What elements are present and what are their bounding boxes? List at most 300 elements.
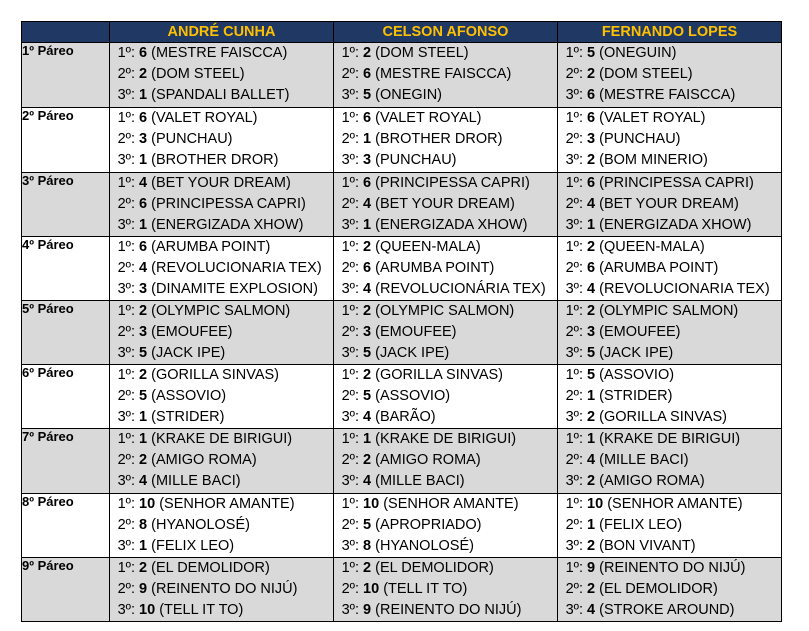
pick-line xyxy=(110,450,333,471)
pick-line xyxy=(110,215,333,236)
pick-position: 2º: xyxy=(117,324,135,340)
pick-position: 1º: xyxy=(341,560,359,576)
horse-name: (BROTHER DROR) xyxy=(375,131,503,147)
pick-line xyxy=(558,301,781,322)
horse-number: 8 xyxy=(139,517,148,533)
horse-number: 2 xyxy=(587,473,596,489)
pick-position: 1º: xyxy=(117,367,135,383)
horse-number: 3 xyxy=(139,131,148,147)
horse-name: (KRAKE DE BIRIGUI) xyxy=(375,431,517,447)
pick-position: 1º: xyxy=(341,303,359,319)
horse-name: (MILLE BACI) xyxy=(151,473,241,489)
race-label: 8º Páreo xyxy=(22,494,110,558)
pick-line xyxy=(558,194,781,215)
pick-position: 1º: xyxy=(565,239,583,255)
horse-name: (FELIX LEO) xyxy=(151,538,235,554)
pick-cell xyxy=(334,494,558,558)
race-label: 5º Páreo xyxy=(22,301,110,365)
pick-position: 3º: xyxy=(117,602,135,618)
pick-line xyxy=(110,301,333,322)
horse-number: 2 xyxy=(363,452,372,468)
pick-line xyxy=(110,322,333,343)
horse-number: 4 xyxy=(363,409,372,425)
pick-position: 2º: xyxy=(117,131,135,147)
horse-number: 1 xyxy=(363,131,372,147)
horse-name: (DOM STEEL) xyxy=(375,45,469,61)
horse-name: (EMOUFEE) xyxy=(151,324,233,340)
pick-position: 3º: xyxy=(565,152,583,168)
pick-line xyxy=(110,150,333,171)
pick-cell xyxy=(558,43,782,108)
pick-line xyxy=(110,173,333,194)
pick-cell xyxy=(110,365,334,429)
horse-name: (EL DEMOLIDOR) xyxy=(375,560,494,576)
race-row xyxy=(22,43,782,108)
pick-line xyxy=(558,407,781,428)
pick-position: 3º: xyxy=(341,281,359,297)
pick-position: 1º: xyxy=(341,110,359,126)
pick-line xyxy=(558,64,781,85)
horse-number: 1 xyxy=(587,517,596,533)
pick-position: 3º: xyxy=(341,87,359,103)
horse-number: 1 xyxy=(587,217,596,233)
pick-line xyxy=(558,279,781,300)
pick-cell xyxy=(334,301,558,365)
pick-line xyxy=(334,215,557,236)
pick-position: 3º: xyxy=(565,345,583,361)
pick-line xyxy=(334,108,557,129)
header-corner xyxy=(22,22,110,43)
horse-number: 2 xyxy=(139,367,148,383)
pick-line xyxy=(110,429,333,450)
pick-line xyxy=(558,150,781,171)
pick-line xyxy=(558,600,781,621)
horse-number: 4 xyxy=(587,196,596,212)
horse-name: (GORILLA SINVAS) xyxy=(599,409,727,425)
pick-line xyxy=(558,237,781,258)
pick-line xyxy=(558,494,781,515)
horse-name: (BET YOUR DREAM) xyxy=(599,196,739,212)
horse-number: 4 xyxy=(363,281,372,297)
horse-name: (PRINCIPESSA CAPRI) xyxy=(375,175,530,191)
pick-position: 2º: xyxy=(341,452,359,468)
pick-line xyxy=(558,215,781,236)
pick-position: 3º: xyxy=(565,217,583,233)
race-row xyxy=(22,365,782,429)
pick-line xyxy=(110,494,333,515)
pick-position: 2º: xyxy=(117,517,135,533)
pick-line xyxy=(558,322,781,343)
race-label: 3º Páreo xyxy=(22,173,110,237)
pick-position: 1º: xyxy=(565,496,583,512)
horse-number: 5 xyxy=(139,345,148,361)
horse-name: (REVOLUCIONARIA TEX) xyxy=(599,281,770,297)
horse-number: 3 xyxy=(587,324,596,340)
race-row xyxy=(22,494,782,558)
pick-position: 2º: xyxy=(341,517,359,533)
pick-position: 1º: xyxy=(341,496,359,512)
pick-position: 2º: xyxy=(565,452,583,468)
pick-line xyxy=(334,343,557,364)
pick-position: 1º: xyxy=(117,45,135,61)
horse-name: (MILLE BACI) xyxy=(375,473,465,489)
pick-position: 3º: xyxy=(565,473,583,489)
pick-position: 2º: xyxy=(565,66,583,82)
horse-name: (STRIDER) xyxy=(151,409,225,425)
horse-name: (OLYMPIC SALMON) xyxy=(375,303,515,319)
pick-line xyxy=(334,558,557,579)
pick-position: 1º: xyxy=(565,431,583,447)
pick-position: 3º: xyxy=(565,87,583,103)
race-row xyxy=(22,108,782,173)
pick-position: 1º: xyxy=(341,239,359,255)
pick-line xyxy=(110,85,333,106)
horse-name: (SPANDALI BALLET) xyxy=(151,87,290,103)
pick-line xyxy=(334,64,557,85)
pick-line xyxy=(110,237,333,258)
horse-number: 5 xyxy=(363,388,372,404)
horse-number: 6 xyxy=(363,66,372,82)
pick-position: 3º: xyxy=(341,152,359,168)
pick-position: 3º: xyxy=(117,281,135,297)
horse-number: 9 xyxy=(363,602,372,618)
horse-number: 2 xyxy=(363,367,372,383)
pick-line xyxy=(558,258,781,279)
horse-name: (BROTHER DROR) xyxy=(151,152,279,168)
pick-line xyxy=(110,43,333,64)
pick-position: 3º: xyxy=(117,538,135,554)
pick-position: 2º: xyxy=(117,196,135,212)
pick-line xyxy=(558,515,781,536)
header-row xyxy=(22,22,782,43)
horse-name: (ARUMBA POINT) xyxy=(375,260,495,276)
horse-number: 2 xyxy=(587,239,596,255)
pick-line xyxy=(110,558,333,579)
horse-name: (ASSOVIO) xyxy=(151,388,227,404)
horse-number: 2 xyxy=(587,538,596,554)
horse-number: 5 xyxy=(587,367,596,383)
pick-cell xyxy=(558,494,782,558)
horse-number: 8 xyxy=(363,538,372,554)
pick-line xyxy=(558,429,781,450)
horse-name: (KRAKE DE BIRIGUI) xyxy=(599,431,741,447)
pick-line xyxy=(110,258,333,279)
horse-number: 4 xyxy=(139,473,148,489)
horse-number: 4 xyxy=(139,175,148,191)
pick-line xyxy=(558,536,781,557)
horse-name: (FELIX LEO) xyxy=(599,517,683,533)
horse-number: 4 xyxy=(139,260,148,276)
horse-name: (JACK IPE) xyxy=(599,345,674,361)
race-label: 9º Páreo xyxy=(22,558,110,622)
pick-line xyxy=(334,279,557,300)
pick-position: 1º: xyxy=(565,367,583,383)
horse-name: (OLYMPIC SALMON) xyxy=(599,303,739,319)
pick-cell xyxy=(334,43,558,108)
horse-name: (DOM STEEL) xyxy=(151,66,245,82)
horse-name: (VALET ROYAL) xyxy=(599,110,706,126)
horse-name: (KRAKE DE BIRIGUI) xyxy=(151,431,293,447)
pick-position: 1º: xyxy=(117,431,135,447)
horse-name: (PUNCHAU) xyxy=(151,131,233,147)
pick-position: 2º: xyxy=(117,581,135,597)
pick-cell xyxy=(110,108,334,173)
horse-name: (ARUMBA POINT) xyxy=(151,239,271,255)
horse-name: (EMOUFEE) xyxy=(599,324,681,340)
pick-line xyxy=(334,173,557,194)
race-row xyxy=(22,237,782,301)
pick-cell xyxy=(334,173,558,237)
race-label: 1º Páreo xyxy=(22,43,110,108)
horse-number: 2 xyxy=(139,303,148,319)
horse-name: (ARUMBA POINT) xyxy=(599,260,719,276)
pick-line xyxy=(110,129,333,150)
horse-name: (BON VIVANT) xyxy=(599,538,696,554)
horse-number: 6 xyxy=(139,196,148,212)
pick-position: 2º: xyxy=(565,260,583,276)
pick-cell xyxy=(110,558,334,622)
horse-name: (SENHOR AMANTE) xyxy=(383,496,519,512)
horse-name: (EL DEMOLIDOR) xyxy=(599,581,718,597)
pick-position: 1º: xyxy=(341,175,359,191)
horse-name: (GORILLA SINVAS) xyxy=(151,367,279,383)
horse-number: 1 xyxy=(139,152,148,168)
pick-cell xyxy=(110,301,334,365)
horse-name: (STROKE AROUND) xyxy=(599,602,735,618)
pick-line xyxy=(334,429,557,450)
pick-cell xyxy=(558,237,782,301)
header-tipster-celson-afonso: CELSON AFONSO xyxy=(334,22,558,43)
pick-cell xyxy=(110,237,334,301)
horse-name: (ENERGIZADA XHOW) xyxy=(151,217,304,233)
pick-line xyxy=(110,536,333,557)
horse-number: 5 xyxy=(587,345,596,361)
horse-name: (QUEEN-MALA) xyxy=(375,239,481,255)
horse-number: 2 xyxy=(363,303,372,319)
pick-cell xyxy=(334,429,558,494)
horse-number: 9 xyxy=(587,560,596,576)
pick-position: 2º: xyxy=(117,452,135,468)
horse-name: (JACK IPE) xyxy=(375,345,450,361)
horse-number: 4 xyxy=(587,281,596,297)
picks-body xyxy=(22,43,782,622)
horse-name: (AMIGO ROMA) xyxy=(375,452,481,468)
horse-number: 10 xyxy=(363,496,380,512)
horse-number: 1 xyxy=(139,87,148,103)
pick-line xyxy=(110,279,333,300)
pick-position: 3º: xyxy=(341,538,359,554)
pick-cell xyxy=(558,108,782,173)
horse-name: (AMIGO ROMA) xyxy=(151,452,257,468)
pick-line xyxy=(334,471,557,492)
horse-name: (REINENTO DO NIJÚ) xyxy=(375,602,522,618)
pick-position: 3º: xyxy=(117,473,135,489)
pick-position: 3º: xyxy=(341,345,359,361)
horse-number: 5 xyxy=(363,517,372,533)
pick-line xyxy=(334,301,557,322)
horse-number: 3 xyxy=(587,131,596,147)
pick-line xyxy=(334,194,557,215)
horse-number: 6 xyxy=(587,87,596,103)
pick-position: 3º: xyxy=(117,345,135,361)
horse-number: 1 xyxy=(139,409,148,425)
pick-cell xyxy=(558,365,782,429)
horse-name: (MESTRE FAISCCA) xyxy=(375,66,512,82)
pick-position: 1º: xyxy=(565,45,583,61)
pick-position: 1º: xyxy=(341,45,359,61)
pick-position: 2º: xyxy=(341,196,359,212)
horse-name: (MESTRE FAISCCA) xyxy=(599,87,736,103)
pick-position: 2º: xyxy=(341,324,359,340)
horse-name: (DINAMITE EXPLOSION) xyxy=(151,281,318,297)
pick-line xyxy=(110,108,333,129)
horse-number: 3 xyxy=(363,324,372,340)
pick-line xyxy=(110,343,333,364)
horse-name: (ONEGIN) xyxy=(375,87,442,103)
pick-position: 2º: xyxy=(117,260,135,276)
pick-line xyxy=(558,386,781,407)
pick-position: 2º: xyxy=(341,581,359,597)
horse-number: 2 xyxy=(587,152,596,168)
horse-number: 6 xyxy=(587,260,596,276)
race-row xyxy=(22,558,782,622)
horse-number: 6 xyxy=(363,175,372,191)
pick-position: 2º: xyxy=(341,66,359,82)
pick-position: 1º: xyxy=(341,367,359,383)
pick-line xyxy=(334,600,557,621)
horse-name: (ONEGUIN) xyxy=(599,45,677,61)
horse-number: 2 xyxy=(587,581,596,597)
pick-position: 2º: xyxy=(565,581,583,597)
horse-name: (BET YOUR DREAM) xyxy=(375,196,515,212)
horse-name: (PUNCHAU) xyxy=(599,131,681,147)
horse-number: 2 xyxy=(363,560,372,576)
horse-name: (REINENTO DO NIJÚ) xyxy=(151,581,298,597)
pick-position: 3º: xyxy=(565,409,583,425)
pick-line xyxy=(110,194,333,215)
horse-number: 5 xyxy=(363,345,372,361)
race-row xyxy=(22,429,782,494)
horse-name: (REVOLUCIONÁRIA TEX) xyxy=(375,281,546,297)
pick-cell xyxy=(110,173,334,237)
horse-number: 9 xyxy=(139,581,148,597)
pick-position: 3º: xyxy=(117,217,135,233)
pick-position: 3º: xyxy=(341,409,359,425)
race-label: 4º Páreo xyxy=(22,237,110,301)
pick-cell xyxy=(334,365,558,429)
pick-line xyxy=(334,515,557,536)
horse-name: (ENERGIZADA XHOW) xyxy=(599,217,752,233)
pick-cell xyxy=(558,429,782,494)
pick-line xyxy=(334,536,557,557)
horse-number: 6 xyxy=(139,45,148,61)
horse-name: (BARÃO) xyxy=(375,409,436,425)
pick-cell xyxy=(558,558,782,622)
horse-number: 10 xyxy=(587,496,604,512)
header-tipster-fernando-lopes: FERNANDO LOPES xyxy=(558,22,782,43)
horse-name: (OLYMPIC SALMON) xyxy=(151,303,291,319)
pick-line xyxy=(334,579,557,600)
horse-number: 6 xyxy=(139,239,148,255)
horse-number: 2 xyxy=(587,303,596,319)
horse-number: 3 xyxy=(139,281,148,297)
horse-name: (DOM STEEL) xyxy=(599,66,693,82)
horse-number: 2 xyxy=(363,239,372,255)
horse-number: 3 xyxy=(139,324,148,340)
pick-position: 2º: xyxy=(565,196,583,212)
horse-number: 6 xyxy=(363,260,372,276)
horse-name: (ASSOVIO) xyxy=(375,388,451,404)
horse-number: 2 xyxy=(587,409,596,425)
horse-number: 10 xyxy=(139,602,156,618)
pick-line xyxy=(558,579,781,600)
horse-name: (EMOUFEE) xyxy=(375,324,457,340)
pick-position: 1º: xyxy=(341,431,359,447)
horse-name: (HYANOLOSÉ) xyxy=(375,538,474,554)
pick-line xyxy=(558,365,781,386)
pick-position: 3º: xyxy=(565,602,583,618)
pick-cell xyxy=(334,237,558,301)
pick-position: 1º: xyxy=(565,560,583,576)
race-label: 6º Páreo xyxy=(22,365,110,429)
pick-position: 1º: xyxy=(117,239,135,255)
picks-table xyxy=(21,21,782,622)
pick-line xyxy=(558,85,781,106)
pick-position: 2º: xyxy=(341,131,359,147)
horse-name: (SENHOR AMANTE) xyxy=(159,496,295,512)
pick-line xyxy=(110,579,333,600)
pick-position: 3º: xyxy=(341,217,359,233)
pick-line xyxy=(334,129,557,150)
pick-line xyxy=(110,64,333,85)
pick-line xyxy=(558,43,781,64)
pick-cell xyxy=(110,43,334,108)
horse-name: (EL DEMOLIDOR) xyxy=(151,560,270,576)
race-label: 2º Páreo xyxy=(22,108,110,173)
pick-position: 3º: xyxy=(117,409,135,425)
pick-position: 3º: xyxy=(117,152,135,168)
pick-position: 1º: xyxy=(565,175,583,191)
pick-line xyxy=(334,258,557,279)
pick-line xyxy=(110,471,333,492)
horse-name: (AMIGO ROMA) xyxy=(599,473,705,489)
pick-position: 3º: xyxy=(341,473,359,489)
horse-number: 5 xyxy=(139,388,148,404)
horse-number: 1 xyxy=(139,217,148,233)
pick-position: 2º: xyxy=(341,388,359,404)
pick-position: 2º: xyxy=(565,388,583,404)
horse-number: 10 xyxy=(139,496,156,512)
pick-line xyxy=(558,558,781,579)
horse-number: 6 xyxy=(363,110,372,126)
horse-name: (SENHOR AMANTE) xyxy=(607,496,743,512)
horse-name: (BOM MINERIO) xyxy=(599,152,708,168)
pick-line xyxy=(334,237,557,258)
pick-line xyxy=(558,471,781,492)
pick-line xyxy=(334,322,557,343)
horse-name: (VALET ROYAL) xyxy=(375,110,482,126)
horse-number: 1 xyxy=(139,538,148,554)
horse-name: (ASSOVIO) xyxy=(599,367,675,383)
horse-number: 2 xyxy=(139,66,148,82)
horse-number: 6 xyxy=(587,110,596,126)
horse-name: (MESTRE FAISCCA) xyxy=(151,45,288,61)
pick-line xyxy=(558,108,781,129)
race-row xyxy=(22,173,782,237)
horse-name: (QUEEN-MALA) xyxy=(599,239,705,255)
pick-position: 2º: xyxy=(117,388,135,404)
horse-number: 2 xyxy=(139,560,148,576)
